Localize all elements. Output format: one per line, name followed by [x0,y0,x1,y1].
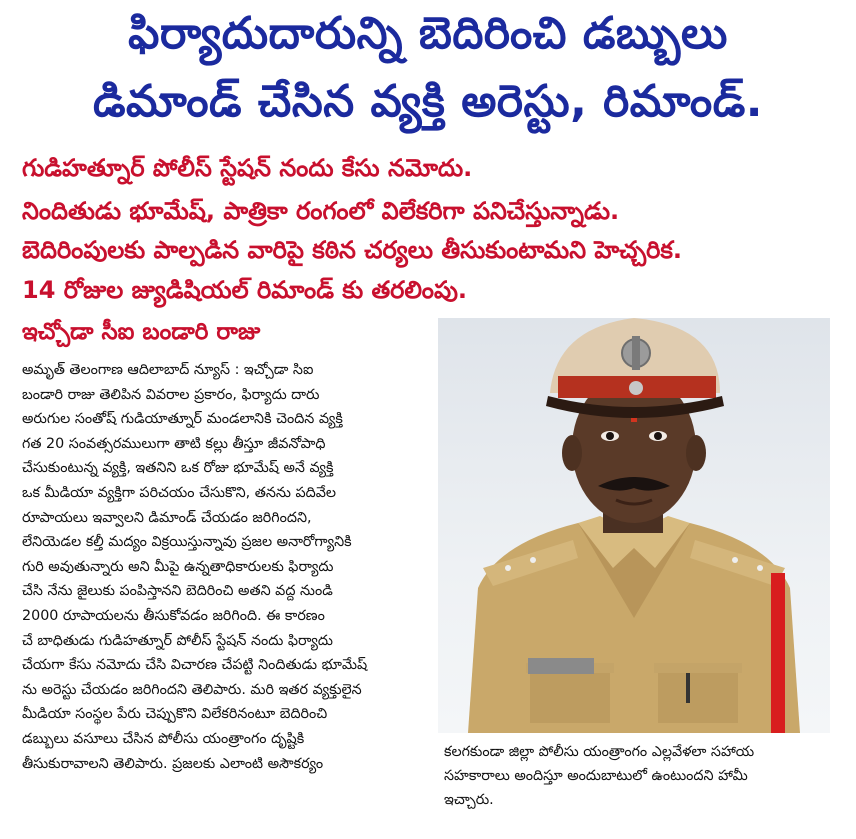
body-line: చేసి నేను జైలుకు పంపిస్తానని బెదిరించి అతని వద్ద నుండి [22,583,333,600]
body-line: గత 20 సంవత్సరములుగా తాటి కల్లు తీస్తూ జీవనోపాధి [22,435,326,452]
body-line: బండారి రాజు తెలిపిన వివరాల ప్రకారం, ఫిర్యాదు దారు [22,386,320,403]
body-line: డబ్బులు వసూలు చేసిన పోలీసు యంత్రాంగం దృష్టికి [22,730,305,747]
body-line: అరుగుల సంతోష్ గుడియాత్నూర్ మండలానికి చెందిన వ్యక్తి [22,411,343,428]
caption-line: కలగకుండా జిల్లా పోలీసు యంత్రాంగం ఎల్లవేళలా సహాయ [444,744,755,760]
byline-subhead: ఇచ్చోడా సీఐ బండారి రాజు [22,319,261,345]
officer-photo [438,318,830,733]
photo-caption [444,740,844,812]
body-line: తీసుకురావాలని తెలిపారు. ప్రజలకు ఎలాంటి అసౌకర్యం [22,755,324,772]
body-line: లేనియెడల కల్తీ మద్యం విక్రయిస్తున్నావు ప్రజల అనారోగ్యానికి [22,534,352,551]
highlight-line-2: నిందితుడు భూమేష్, పాత్రికా రంగంలో విలేకరిగా పనిచేస్తున్నాడు. [22,197,620,225]
headline-line-2: డిమాండ్ చేసిన వ్యక్తి అరెస్టు, రిమాండ్. [92,76,763,127]
headline-line-1: ఫిర్యాదుదారున్ని బెదిరించి డబ్బులు [128,8,728,59]
cut-off-next-headline [0,826,856,839]
caption-line: ఇచ్చారు. [444,792,494,808]
body-line: ను అరెస్టు చేయడం జరిగిందని తెలిపారు. మరి ఇతర వ్యక్తులైన [22,681,362,698]
highlight-line-4: 14 రోజుల జ్యుడిషియల్ రిమాండ్ కు తరలింపు. [22,276,468,304]
police-officer-icon [438,318,830,733]
body-line: చే బాధితుడు గుడిహత్నూర్ పోలీస్ స్టేషన్ నందు ఫిర్యాదు [22,632,333,649]
body-line: రూపాయలు ఇవ్వాలని డిమాండ్ చేయడం జరిగిందని, [22,509,312,526]
highlight-line-1: గుడిహత్నూర్ పోలీస్ స్టేషన్ నందు కేసు నమోదు. [22,154,473,182]
body-line: చేయగా కేసు నమోదు చేసి విచారణ చేపట్టి నిందితుడు భూమేష్ [22,657,368,674]
caption-line: సహకారాలు అందిస్తూ అందుబాటులో ఉంటుందని హామీ [444,768,748,784]
body-line: మీడియా సంస్థల పేరు చెప్పుకొని విలేకరినంటూ బెదిరించి [22,706,328,723]
article-body [22,358,438,776]
highlight-line-3: బెదిరింపులకు పాల్పడిన వారిపై కఠిన చర్యలు తీసుకుంటామని హెచ్చరిక. [22,236,682,264]
body-line: చేసుకుంటున్న వ్యక్తి, ఇతనిని ఒక రోజు భూమేష్ అనే వ్యక్తి [22,460,334,477]
body-line: 2000 రూపాయలను తీసుకోవడం జరిగింది. ఈ కారణం [22,607,325,624]
body-line: గురి అవుతున్నారు అని మీపై ఉన్నతాధికారులకు ఫిర్యాదు [22,558,334,575]
body-line: ఒక మీడియా వ్యక్తిగా పరిచయం చేసుకొని, తనను పదివేల [22,484,337,501]
body-line: అమృత్ తెలంగాణ ఆదిలాబాద్ న్యూస్ : ఇచ్చోడా సిఐ [22,362,314,378]
